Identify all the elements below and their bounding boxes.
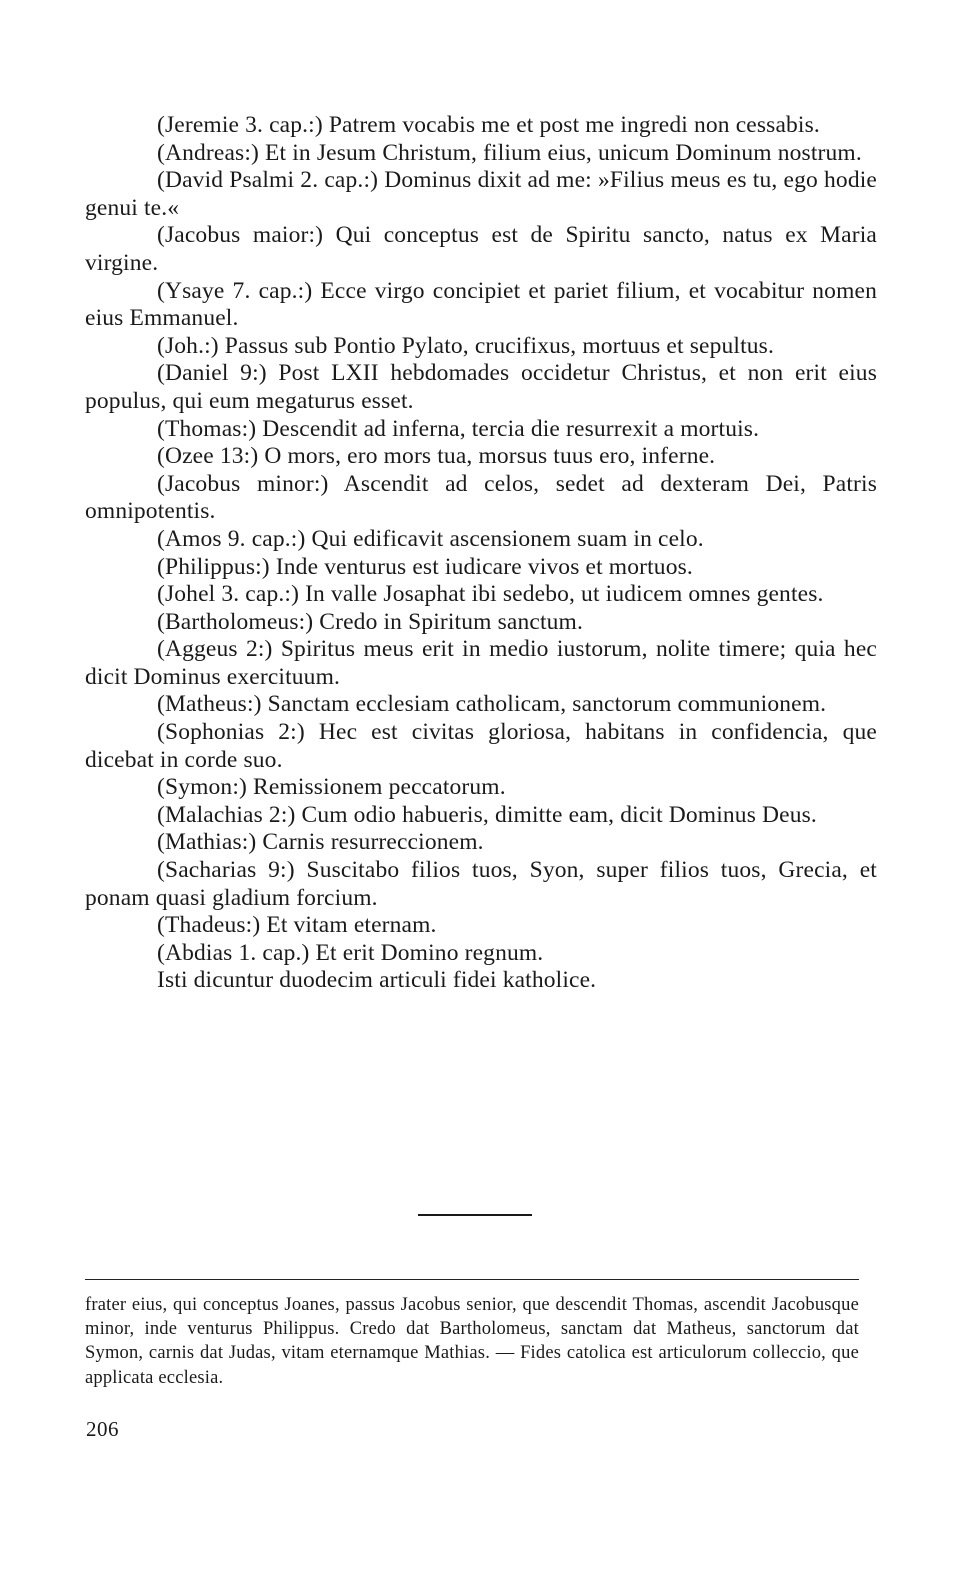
footnote	[85, 1293, 859, 1390]
article-paragraph: (Amos 9. cap.:) Qui edificavit ascensionem suam in celo.	[157, 525, 704, 552]
article-paragraph: (Ysaye 7. cap.:) Ecce virgo concipiet et pariet filium, et vocabitur nomen eius Emmanuel.	[85, 277, 877, 332]
main-text-block	[85, 112, 877, 995]
article-paragraph: (Daniel 9:) Post LXII hebdomades occidetur Christus, et non erit eius populus, qui eum megaturus esset.	[85, 360, 877, 414]
article-paragraph: (Sophonias 2:) Hec est civitas gloriosa, habitans in confidencia, que dicebat in corde suo.	[85, 719, 877, 773]
article-paragraph: (Bartholomeus:) Credo in Spiritum sanctum.	[157, 608, 583, 635]
article-paragraph: (Malachias 2:) Cum odio habueris, dimitte eam, dicit Dominus Deus.	[157, 801, 817, 828]
section-end-rule	[418, 1214, 532, 1216]
article-paragraph: (Andreas:) Et in Jesum Christum, filium eius, unicum Dominum nostrum.	[157, 139, 862, 166]
article-paragraph: (Philippus:) Inde venturus est iudicare vivos et mortuos.	[157, 553, 693, 580]
page-number: 206	[86, 1417, 119, 1441]
article-paragraph: (Joh.:) Passus sub Pontio Pylato, crucifixus, mortuus et sepultus.	[157, 332, 774, 359]
article-paragraph: (Symon:) Remissionem peccatorum.	[157, 774, 506, 801]
article-paragraph: (Johel 3. cap.:) In valle Josaphat ibi sedebo, ut iudicem omnes gentes.	[157, 581, 824, 608]
article-paragraph: (David Psalmi 2. cap.:) Dominus dixit ad me: »Filius meus es tu, ego hodie genui te.«	[85, 167, 877, 221]
article-paragraph: (Mathias:) Carnis resurreccionem.	[157, 829, 484, 856]
article-paragraph: (Jeremie 3. cap.:) Patrem vocabis me et post me ingredi non cessabis.	[157, 112, 820, 138]
article-paragraph: (Thomas:) Descendit ad inferna, tercia die resurrexit a mortuis.	[157, 415, 760, 442]
article-paragraph: (Aggeus 2:) Spiritus meus erit in medio iustorum, nolite timere; quia hec dicit Dominus exercituum.	[85, 636, 877, 690]
footnote-separator	[85, 1279, 859, 1280]
article-paragraph: (Ozee 13:) O mors, ero mors tua, morsus tuus ero, inferne.	[157, 443, 716, 470]
article-paragraph: (Thadeus:) Et vitam eternam.	[157, 912, 437, 939]
closing-paragraph: Isti dicuntur duodecim articuli fidei katholice.	[157, 967, 597, 994]
article-paragraph: (Abdias 1. cap.) Et erit Domino regnum.	[157, 939, 544, 966]
article-paragraph: (Jacobus minor:) Ascendit ad celos, sedet ad dexteram Dei, Patris omnipotentis.	[85, 470, 877, 525]
article-paragraph: (Matheus:) Sanctam ecclesiam catholicam, sanctorum communionem.	[157, 691, 827, 718]
article-paragraph: (Jacobus maior:) Qui conceptus est de Spiritu sancto, natus ex Maria virgine.	[85, 222, 877, 276]
article-paragraph: (Sacharias 9:) Suscitabo filios tuos, Syon, super filios tuos, Grecia, et ponam quasi gladium forcium.	[85, 857, 877, 911]
footnote-text: frater eius, qui conceptus Joanes, passus Jacobus senior, que descendit Thomas, ascendit Jacobusque minor, inde venturus Philippus. Credo dat Bartholomeus, sanctam dat Matheus, sanctorum dat Symon, carnis dat Judas, vitam eternamque Mathias. — Fides catolica est articulorum colleccio, que applicata ecclesia.	[85, 1295, 859, 1388]
